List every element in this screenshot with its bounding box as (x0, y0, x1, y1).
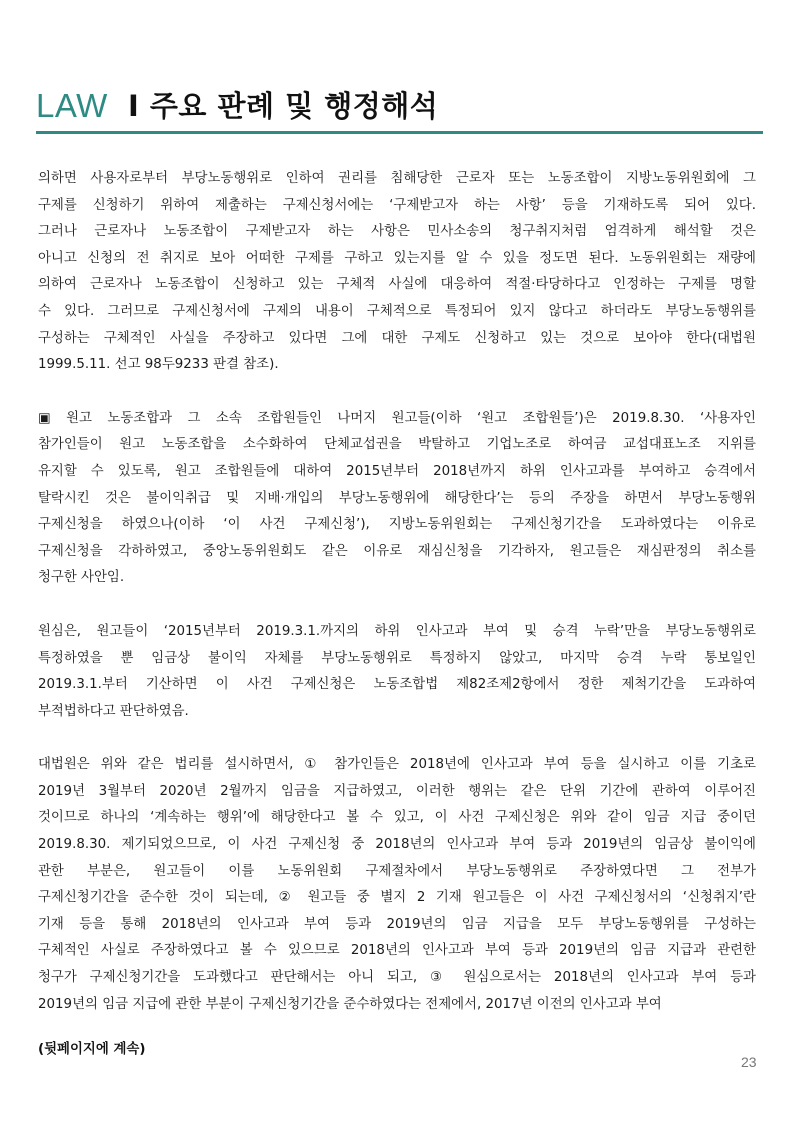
header-divider (36, 131, 763, 134)
text-line: 관한 부분은, 원고들이 이를 노동위원회 구제절차에서 부당노동행위로 주장하였다면 그 전부가 (38, 863, 756, 879)
text-line: ▣ 원고 노동조합과 그 소속 조합원들인 나머지 원고들(이하 ‘원고 조합원들’)은 2019.8.30. ‘사용자인 (38, 410, 756, 426)
document-body (38, 166, 756, 1045)
page-number: 23 (741, 1054, 757, 1070)
text-line: 탈락시킨 것은 불이익취급 및 지배·개입의 부당노동행위에 해당한다’는 등의 주장을 하면서 부당노동행위 (38, 490, 756, 506)
text-line: 대법원은 위와 같은 법리를 설시하면서, ① 참가인들은 2018년에 인사고과 부여 등을 실시하고 이를 기초로 (38, 757, 756, 773)
text-line: 아니고 신청의 전 취지로 보아 어떠한 구제를 구하고 있는지를 알 수 있을 정도면 된다. 노동위원회는 재량에 (38, 250, 756, 266)
text-line: 구제를 신청하기 위하여 제출하는 구제신청서에는 ‘구제받고자 하는 사항’ 등을 기재하도록 되어 있다. (38, 197, 756, 213)
text-line: 2019.8.30. 제기되었으므로, 이 사건 구제신청 중 2018년의 인사고과 부여 등과 2019년의 임금상 불이익에 (38, 837, 756, 853)
text-line: 구제신청을 각하하였고, 중앙노동위원회도 같은 이유로 재심신청을 기각하자, 원고들은 재심판정의 취소를 (38, 543, 756, 559)
text-line: 청구가 구제신청기간을 도과했다고 판단해서는 아니 되고, ③ 원심으로서는 2018년의 인사고과 부여 등과 (38, 970, 756, 986)
text-line: 의하여 근로자나 노동조합이 신청하고 있는 구체적 사실에 대응하여 적절·타당하다고 인정하는 구제를 명할 (38, 277, 756, 293)
text-line: 특정하였을 뿐 임금상 불이익 자체를 부당노동행위로 특정하지 않았고, 마지막 승격 누락 통보일인 (38, 650, 756, 666)
text-line: 청구한 사안임. (38, 570, 125, 586)
text-line: 것이므로 하나의 ‘계속하는 행위’에 해당한다고 볼 수 있고, 이 사건 구제신청은 위와 같이 임금 지급 중이던 (38, 810, 756, 826)
text-line: 기재 등을 통해 2018년의 인사고과 부여 등과 2019년의 임금 지급을 모두 부당노동행위를 구성하는 (38, 916, 756, 932)
text-line: 2019년의 임금 지급에 관한 부분이 구제신청기간을 준수하였다는 전제에서, 2017년 이전의 인사고과 부여 (38, 996, 662, 1012)
text-line: 부적법하다고 판단하였음. (38, 703, 189, 719)
section-label: LAW (36, 87, 108, 124)
text-line: 구제신청기간을 준수한 것이 되는데, ② 원고들 중 별지 2 기재 원고들은 이 사건 구제신청서의 ‘신청취지’란 (38, 890, 756, 906)
paragraph-3 (38, 619, 756, 725)
text-line: 유지할 수 있도록, 원고 조합원들에 대하여 2015년부터 2018년까지 하위 인사고과를 부여하고 승격에서 (38, 463, 756, 479)
paragraph-4 (38, 752, 756, 1018)
text-line: 구제신청을 하였으나(이하 ‘이 사건 구제신청’), 지방노동위원회는 구제신청기간을 도과하였다는 이유로 (38, 517, 756, 533)
text-line: 구성하는 구체적인 사실을 주장하고 있다면 그에 대한 구제도 신청하고 있는 것으로 보아야 한다(대법원 (38, 330, 756, 346)
paragraph-2 (38, 406, 756, 592)
text-line: 수 있다. 그러므로 구제신청서에 구제의 내용이 구체적으로 특정되어 있지 않다고 하더라도 부당노동행위를 (38, 303, 756, 319)
text-line: 1999.5.11. 선고 98두9233 판결 참조). (38, 357, 279, 373)
text-line: 2019.3.1.부터 기산하면 이 사건 구제신청은 노동조합법 제82조제2항에서 정한 제척기간을 도과하여 (38, 677, 756, 693)
continued-note: (뒷페이지에 계속) (38, 1042, 146, 1057)
text-line: 참가인들이 원고 노동조합을 소수화하여 단체교섭권을 박탈하고 기업노조로 하여금 교섭대표노조 지위를 (38, 437, 756, 453)
text-line: 의하면 사용자로부터 부당노동행위로 인하여 권리를 침해당한 근로자 또는 노동조합이 지방노동위원회에 그 (38, 171, 756, 186)
text-line: 2019년 3월부터 2020년 2월까지 임금을 지급하였고, 이러한 행위는 같은 단위 기간에 관하여 이루어진 (38, 783, 756, 799)
text-line: 그러나 근로자나 노동조합이 구제받고자 하는 사항은 민사소송의 청구취지처럼 엄격하게 해석할 것은 (38, 224, 756, 240)
text-line: 원심은, 원고들이 ‘2015년부터 2019.3.1.까지의 하위 인사고과 부여 및 승격 누락’만을 부당노동행위로 (38, 623, 756, 639)
text-line: 구체적인 사실로 주장하였다고 볼 수 있으므로 2018년의 인사고과 부여 등과 2019년의 임금 지급과 관련한 (38, 943, 756, 959)
page-title: I 주요 판례 및 행정해석 (128, 89, 439, 123)
page-header (36, 84, 762, 128)
paragraph-1 (38, 166, 756, 379)
